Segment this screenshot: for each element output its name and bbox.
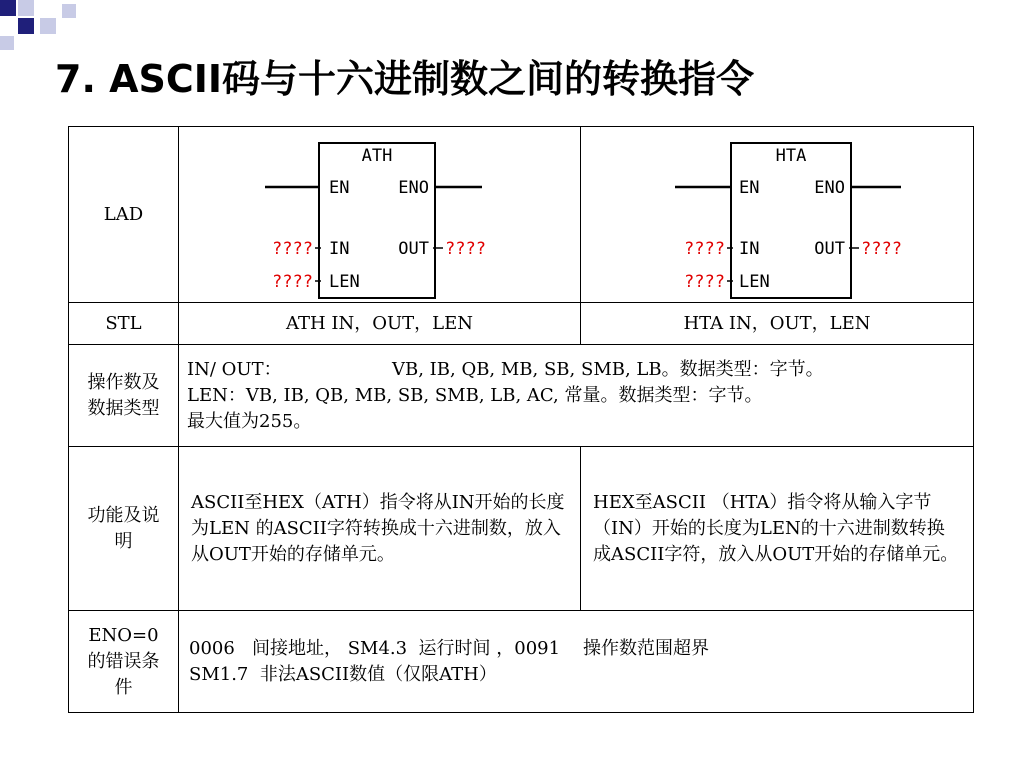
hta-box-title: HTA — [775, 146, 807, 166]
corner-square-light-1 — [18, 0, 34, 16]
operands-inout-value: VB, IB, QB, MB, SB, SMB, LB。数据类型：字节。 — [392, 358, 824, 380]
ath-out-label: OUT — [398, 239, 429, 259]
ath-out-placeholder[interactable]: ???? — [445, 239, 486, 259]
hta-out-label: OUT — [814, 239, 845, 259]
operands-line-2: LEN：VB, IB, QB, MB, SB, SMB, LB, AC, 常量。数据类型：字节。 — [187, 384, 763, 406]
hta-out-placeholder[interactable]: ???? — [861, 239, 902, 259]
operands-cell — [179, 345, 974, 447]
eno-line-2: SM1.7 非法ASCII数值（仅限ATH） — [189, 663, 497, 685]
hta-eno-label: ENO — [814, 178, 845, 198]
eno-cell — [179, 611, 974, 713]
operands-line-3: 最大值为255。 — [187, 410, 312, 432]
row-header-lad: LAD — [69, 127, 179, 303]
lad-hta-cell — [581, 127, 974, 303]
ath-eno-label: ENO — [398, 178, 429, 198]
lad-ath-diagram — [179, 127, 581, 302]
ath-box-title: ATH — [361, 146, 393, 166]
stl-ath: ATH IN，OUT，LEN — [179, 303, 581, 345]
stl-hta: HTA IN，OUT，LEN — [581, 303, 974, 345]
ath-in-label: IN — [329, 239, 350, 259]
table-row-function — [69, 447, 974, 611]
hta-in-label: IN — [739, 239, 760, 259]
row-header-stl: STL — [69, 303, 179, 345]
table-row-stl — [69, 303, 974, 345]
ath-len-label: LEN — [329, 272, 360, 292]
corner-square-dark-1 — [0, 0, 16, 16]
corner-square-light-3 — [40, 18, 56, 34]
ath-en-label: EN — [329, 178, 350, 198]
table-row-eno — [69, 611, 974, 713]
row-header-function: 功能及说明 — [69, 447, 179, 611]
eno-line-1: 0006 间接地址， SM4.3 运行时间 ，0091 操作数范围超界 — [189, 637, 709, 659]
function-ath: ASCII至HEX（ATH）指令将从IN开始的长度为LEN 的ASCII字符转换成十六进制数，放入从OUT开始的存储单元。 — [179, 447, 581, 611]
function-hta: HEX至ASCII （HTA）指令将从输入字节（IN）开始的长度为LEN的十六进制数转换成ASCII字符，放入从OUT开始的存储单元。 — [581, 447, 974, 611]
hta-len-label: LEN — [739, 272, 770, 292]
hta-en-label: EN — [739, 178, 760, 198]
row-header-eno: ENO=0的错误条件 — [69, 611, 179, 713]
instruction-table — [68, 126, 974, 713]
corner-square-dark-2 — [18, 18, 34, 34]
row-header-operands: 操作数及数据类型 — [69, 345, 179, 447]
corner-square-light-2 — [62, 4, 76, 18]
slide-title: 7. ASCII码与十六进制数之间的转换指令 — [55, 57, 755, 101]
hta-len-placeholder[interactable]: ???? — [684, 272, 725, 292]
operands-line-1 — [187, 357, 965, 383]
table-row-lad — [69, 127, 974, 303]
ath-len-placeholder[interactable]: ???? — [272, 272, 313, 292]
lad-ath-cell — [179, 127, 581, 303]
ath-in-placeholder[interactable]: ???? — [272, 239, 313, 259]
lad-hta-diagram — [581, 127, 974, 302]
operands-inout-label: IN/ OUT： — [187, 358, 282, 380]
corner-square-light-4 — [0, 36, 14, 50]
table-row-operands — [69, 345, 974, 447]
hta-in-placeholder[interactable]: ???? — [684, 239, 725, 259]
